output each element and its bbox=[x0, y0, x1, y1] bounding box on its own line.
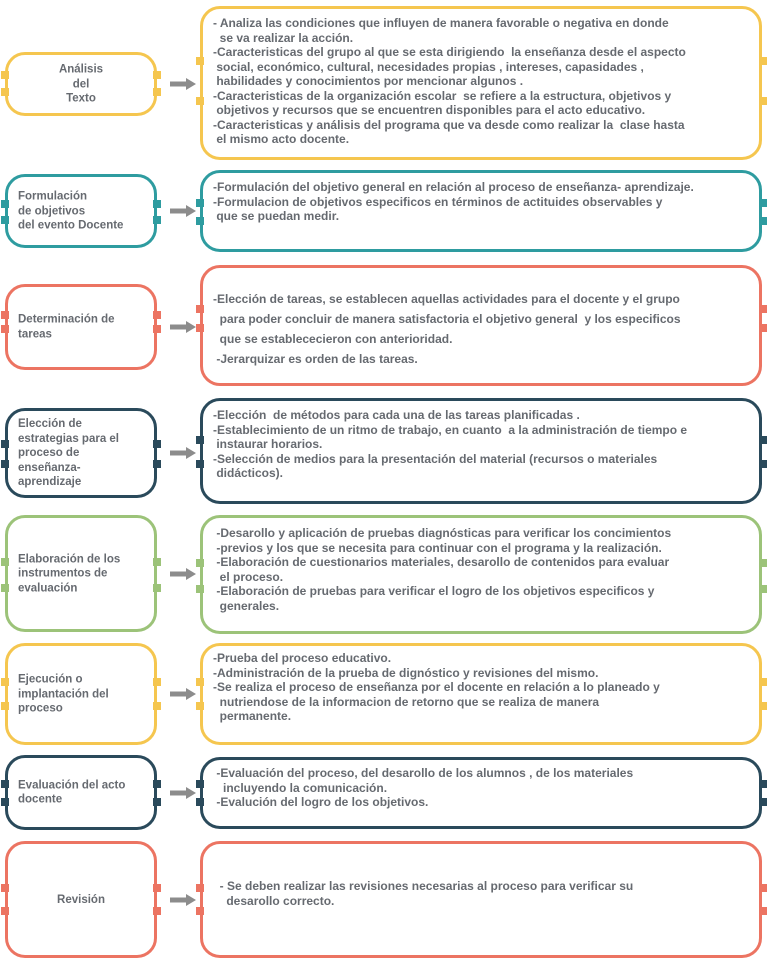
step-detail-box bbox=[200, 643, 762, 745]
step-title: Evaluación del acto docente bbox=[18, 779, 126, 806]
connector-tab bbox=[153, 678, 161, 686]
connector-tab bbox=[196, 907, 204, 915]
description-line: -Formulación del objetivo general en relación al proceso de enseñanza- aprendizaje. bbox=[213, 180, 694, 194]
description-line: se va realizar la acción. bbox=[213, 30, 354, 45]
connector-tab bbox=[153, 71, 161, 79]
connector-tab bbox=[196, 559, 204, 567]
description-line: -Evaluación del proceso, del desarollo de los alumnos , de los materiales bbox=[213, 766, 634, 780]
connector-tab bbox=[759, 798, 767, 806]
description-line: -Caracteristicas de la organización escolar se refiere a la estructura, objetivos y bbox=[213, 88, 672, 103]
description-line: objetivos y recursos que se encuentren disponibles para el acto educativo. bbox=[213, 103, 646, 117]
connector-tab bbox=[153, 780, 161, 788]
connector-tab bbox=[1, 678, 9, 686]
step-label-box bbox=[5, 841, 157, 958]
description-line: el proceso. bbox=[213, 569, 284, 584]
connector-tab bbox=[1, 907, 9, 915]
connector-tab bbox=[1, 702, 9, 710]
connector-tab bbox=[759, 97, 767, 105]
connector-tab bbox=[1, 884, 9, 892]
description-line: nutriendose de la informacion de retorno que se realiza de manera bbox=[213, 694, 600, 709]
description-line: que se puedan medir. bbox=[213, 209, 340, 223]
connector-tab bbox=[196, 97, 204, 105]
connector-tab bbox=[1, 216, 9, 224]
connector-tab bbox=[1, 71, 9, 79]
step-detail-box bbox=[200, 6, 762, 160]
arrow-right-icon bbox=[170, 688, 196, 700]
step-title: Análisis del Texto bbox=[58, 63, 104, 105]
step-title: Elección de estrategias para el proceso de enseñanza- aprendizaje bbox=[18, 417, 120, 488]
connector-tab bbox=[759, 460, 767, 468]
step-title: Formulación de objetivos del evento Docente bbox=[18, 190, 124, 232]
step-detail-box bbox=[200, 841, 762, 958]
description-line: - Se deben realizar las revisiones necesarias al proceso para verificar su bbox=[213, 879, 634, 893]
connector-tab bbox=[196, 199, 204, 207]
connector-tab bbox=[1, 798, 9, 806]
connector-tab bbox=[1, 200, 9, 208]
connector-tab bbox=[196, 678, 204, 686]
connector-tab bbox=[1, 558, 9, 566]
arrow-right-icon bbox=[170, 787, 196, 799]
connector-tab bbox=[759, 559, 767, 567]
step-title: Revisión bbox=[57, 893, 105, 906]
connector-tab bbox=[153, 558, 161, 566]
connector-tab bbox=[759, 324, 767, 332]
connector-tab bbox=[153, 907, 161, 915]
connector-tab bbox=[153, 440, 161, 448]
connector-tab bbox=[196, 585, 204, 593]
step-label-box bbox=[5, 515, 157, 632]
description-line: social, económico, cultural, necesidades propias , intereses, capasidades , bbox=[213, 59, 644, 74]
description-line: desarollo correcto. bbox=[213, 893, 335, 908]
description-line: el mismo acto docente. bbox=[213, 132, 350, 146]
connector-tab bbox=[1, 460, 9, 468]
connector-tab bbox=[196, 305, 204, 313]
connector-tab bbox=[196, 57, 204, 65]
step-detail-box bbox=[200, 170, 762, 252]
connector-tab bbox=[1, 584, 9, 592]
step-label-box bbox=[5, 52, 157, 116]
connector-tab bbox=[196, 324, 204, 332]
connector-tab bbox=[759, 884, 767, 892]
description-line: -Establecimiento de un ritmo de trabajo, en cuanto a la administración de tiempo e bbox=[213, 422, 688, 437]
step-label-box bbox=[5, 643, 157, 745]
description-line: para poder concluir de manera satisfactoria el objetivo general y los especificos bbox=[213, 312, 681, 326]
step-title: Ejecución o implantación del proceso bbox=[18, 673, 109, 715]
description-line: -Jerarquizar es orden de las tareas. bbox=[213, 352, 418, 366]
step-detail-box bbox=[200, 757, 762, 829]
step-description bbox=[213, 289, 751, 369]
step-detail-box bbox=[200, 515, 762, 634]
arrow-right-icon bbox=[170, 205, 196, 217]
connector-tab bbox=[759, 305, 767, 313]
connector-tab bbox=[153, 702, 161, 710]
step-description bbox=[213, 651, 751, 724]
connector-tab bbox=[153, 798, 161, 806]
description-line: permanente. bbox=[213, 709, 292, 723]
arrow-right-icon bbox=[170, 568, 196, 580]
connector-tab bbox=[1, 88, 9, 96]
description-line: generales. bbox=[213, 598, 280, 613]
connector-tab bbox=[196, 702, 204, 710]
description-line: incluyendo la comunicación. bbox=[213, 780, 388, 795]
step-label-box bbox=[5, 174, 157, 248]
connector-tab bbox=[759, 907, 767, 915]
step-label-box bbox=[5, 755, 157, 830]
connector-tab bbox=[759, 217, 767, 225]
connector-tab bbox=[1, 325, 9, 333]
description-line: -Elección de tareas, se establecen aquellas actividades para el docente y el grupo bbox=[213, 292, 680, 306]
step-label-box bbox=[5, 408, 157, 498]
step-title: Determinación de tareas bbox=[18, 313, 115, 340]
connector-tab bbox=[759, 199, 767, 207]
description-line: -Formulacion de objetivos especificos en términos de actituides observables y bbox=[213, 194, 663, 209]
connector-tab bbox=[153, 88, 161, 96]
description-line: -Caracteristicas del grupo al que se esta dirigiendo la enseñanza desde el aspecto bbox=[213, 45, 686, 59]
arrow-right-icon bbox=[170, 447, 196, 459]
step-description bbox=[213, 408, 751, 481]
description-line: -previos y los que se necesita para continuar con el programa y la realización. bbox=[213, 540, 662, 555]
connector-tab bbox=[759, 585, 767, 593]
connector-tab bbox=[759, 702, 767, 710]
connector-tab bbox=[196, 780, 204, 788]
connector-tab bbox=[153, 200, 161, 208]
step-label-box bbox=[5, 284, 157, 370]
connector-tab bbox=[759, 678, 767, 686]
description-line: -Evalución del logro de los objetivos. bbox=[213, 795, 429, 809]
step-description bbox=[213, 879, 751, 908]
description-line: que se establececieron con anterioridad. bbox=[213, 332, 453, 346]
arrow-right-icon bbox=[170, 78, 196, 90]
step-description bbox=[213, 16, 751, 147]
step-title: Elaboración de los instrumentos de evaluación bbox=[18, 552, 121, 594]
connector-tab bbox=[153, 216, 161, 224]
connector-tab bbox=[759, 780, 767, 788]
connector-tab bbox=[153, 460, 161, 468]
step-description bbox=[213, 526, 751, 613]
description-line: instaurar horarios. bbox=[213, 437, 323, 451]
description-line: -Se realiza el proceso de enseñanza por el docente en relación a lo planeado y bbox=[213, 680, 660, 694]
connector-tab bbox=[153, 325, 161, 333]
connector-tab bbox=[1, 311, 9, 319]
connector-tab bbox=[196, 460, 204, 468]
description-line: -Administración de la prueba de dignóstico y revisiones del mismo. bbox=[213, 665, 599, 680]
connector-tab bbox=[196, 798, 204, 806]
connector-tab bbox=[153, 884, 161, 892]
connector-tab bbox=[1, 780, 9, 788]
arrow-right-icon bbox=[170, 321, 196, 333]
description-line: -Desarollo y aplicación de pruebas diagnósticas para verificar los concimientos bbox=[213, 526, 672, 540]
description-line: - Analiza las condiciones que influyen de manera favorable o negativa en donde bbox=[213, 16, 669, 30]
connector-tab bbox=[153, 584, 161, 592]
connector-tab bbox=[759, 436, 767, 444]
connector-tab bbox=[153, 311, 161, 319]
step-description bbox=[213, 766, 751, 810]
description-line: -Elección de métodos para cada una de las tareas planificadas . bbox=[213, 408, 580, 422]
connector-tab bbox=[196, 436, 204, 444]
step-detail-box bbox=[200, 265, 762, 386]
description-line: habilidades y conocimientos por mencionar algunos . bbox=[213, 74, 524, 88]
description-line: -Caracteristicas y análisis del programa que va desde como realizar la clase hasta bbox=[213, 117, 685, 132]
step-description bbox=[213, 180, 751, 224]
description-line: -Prueba del proceso educativo. bbox=[213, 651, 392, 665]
connector-tab bbox=[196, 217, 204, 225]
description-line: -Elaboración de pruebas para verificar el logro de los objetivos especificos y bbox=[213, 584, 655, 598]
connector-tab bbox=[1, 440, 9, 448]
description-line: -Selección de medios para la presentación del material (recursos o materiales bbox=[213, 451, 658, 466]
description-line: -Elaboración de cuestionarios materiales, desarollo de contenidos para evaluar bbox=[213, 555, 670, 569]
connector-tab bbox=[759, 57, 767, 65]
arrow-right-icon bbox=[170, 894, 196, 906]
description-line: didácticos). bbox=[213, 466, 284, 480]
step-detail-box bbox=[200, 398, 762, 504]
connector-tab bbox=[196, 884, 204, 892]
